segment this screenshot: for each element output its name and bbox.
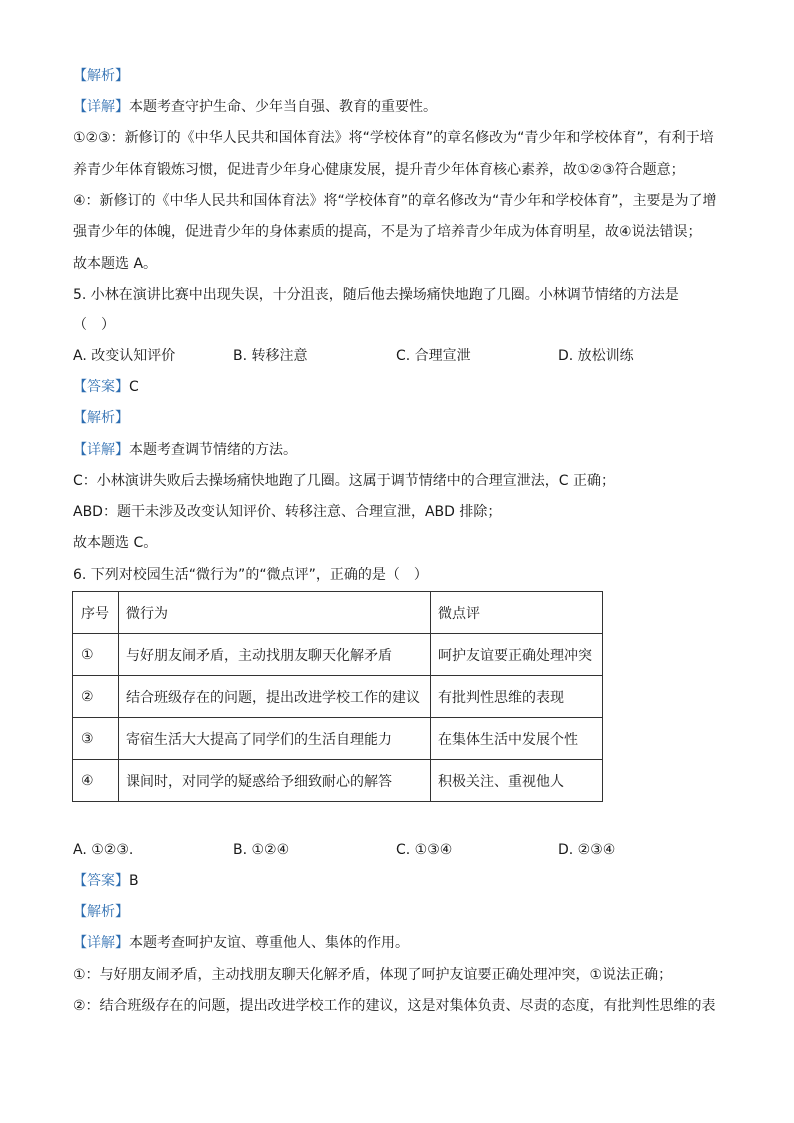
- question-5: 5. 小林在演讲比赛中出现失误，十分沮丧，随后他去操场痛快地跑了几圈。小林调节情绪的方法是: [73, 287, 679, 303]
- table-cell: ②: [73, 676, 119, 718]
- behavior-table: [72, 591, 603, 802]
- answer-tag: 【答案】: [73, 379, 129, 395]
- question-5-options: [73, 346, 693, 366]
- option-a: A. 改变认知评价: [73, 348, 176, 364]
- option-d: D. ②③④: [558, 842, 616, 858]
- header-cell: 微点评: [431, 592, 603, 634]
- table-header-row: [73, 592, 603, 634]
- detail-text: [73, 933, 409, 953]
- table-row: [73, 676, 603, 718]
- analysis-tag: 【解析】: [73, 904, 129, 920]
- answer-value: B: [129, 873, 139, 889]
- table-cell: 课间时，对同学的疑惑给予细致耐心的解答: [119, 760, 431, 802]
- table-cell: ④: [73, 760, 119, 802]
- detail-body: 本题考查调节情绪的方法。: [129, 442, 297, 458]
- table-cell: 与好朋友闹矛盾，主动找朋友聊天化解矛盾: [119, 634, 431, 676]
- option-c: C. ①③④: [396, 842, 453, 858]
- detail-text: ④：新修订的《中华人民共和国体育法》将“学校体育”的章名修改为“青少年和学校体育”，主要是为了增: [73, 193, 717, 209]
- analysis-tag: 【解析】: [73, 68, 129, 84]
- header-cell: 微行为: [119, 592, 431, 634]
- option-a: A. ①②③.: [73, 842, 134, 858]
- answer-tag: 【答案】: [73, 873, 129, 889]
- header-cell: 序号: [73, 592, 119, 634]
- table-row: [73, 718, 603, 760]
- table-cell: 结合班级存在的问题，提出改进学校工作的建议: [119, 676, 431, 718]
- table-cell: 寄宿生活大大提高了同学们的生活自理能力: [119, 718, 431, 760]
- question-5-blank: （ ）: [73, 317, 115, 333]
- detail-text: 强青少年的体魄，促进青少年的身体素质的提高，不是为了培养青少年成为体育明星，故④说法错误；: [73, 224, 702, 240]
- table-cell: ①: [73, 634, 119, 676]
- detail-text: ②：结合班级存在的问题，提出改进学校工作的建议，这是对集体负责、尽责的态度，有批判性思维的表: [73, 998, 716, 1014]
- table-row: [73, 760, 603, 802]
- table-cell: 有批判性思维的表现: [431, 676, 603, 718]
- answer-label: [73, 379, 139, 395]
- detail-text: [73, 97, 437, 117]
- conclusion-text: 故本题选 A。: [73, 256, 158, 272]
- detail-text: 养青少年体育锻炼习惯，促进青少年身心健康发展，提升青少年体育核心素养，故①②③符合题意；: [73, 162, 685, 178]
- table-cell: ③: [73, 718, 119, 760]
- table-row: [73, 634, 603, 676]
- option-c: C. 合理宣泄: [396, 348, 471, 364]
- option-b: B. 转移注意: [233, 348, 308, 364]
- detail-body: 本题考查呵护友谊、尊重他人、集体的作用。: [129, 935, 409, 951]
- detail-body: 本题考查守护生命、少年当自强、教育的重要性。: [129, 99, 437, 115]
- option-b: B. ①②④: [233, 842, 290, 858]
- table-cell: 在集体生活中发展个性: [431, 718, 603, 760]
- question-6-options: [73, 840, 693, 860]
- detail-text: ABD：题干未涉及改变认知评价、转移注意、合理宣泄，ABD 排除；: [73, 504, 502, 520]
- detail-text: ①②③：新修订的《中华人民共和国体育法》将“学校体育”的章名修改为“青少年和学校体育”，有利于培: [73, 130, 714, 146]
- detail-tag: 【详解】: [73, 935, 129, 951]
- detail-tag: 【详解】: [73, 442, 129, 458]
- answer-5: [73, 377, 139, 397]
- analysis-tag: 【解析】: [73, 410, 129, 426]
- option-d: D. 放松训练: [558, 348, 634, 364]
- detail-tag: 【详解】: [73, 99, 129, 115]
- answer-value: C: [129, 379, 139, 395]
- answer-6: [73, 871, 139, 891]
- detail-text: C：小林演讲失败后去操场痛快地跑了几圈。这属于调节情绪中的合理宣泄法，C 正确；: [73, 473, 615, 489]
- detail-text: [73, 440, 297, 460]
- answer-label: [73, 873, 139, 889]
- table-cell: 积极关注、重视他人: [431, 760, 603, 802]
- question-6: 6. 下列对校园生活“微行为”的“微点评”，正确的是（ ）: [73, 567, 428, 583]
- detail-text: ①：与好朋友闹矛盾，主动找朋友聊天化解矛盾，体现了呵护友谊要正确处理冲突，①说法正确；: [73, 967, 673, 983]
- table-cell: 呵护友谊要正确处理冲突: [431, 634, 603, 676]
- conclusion-text: 故本题选 C。: [73, 535, 158, 551]
